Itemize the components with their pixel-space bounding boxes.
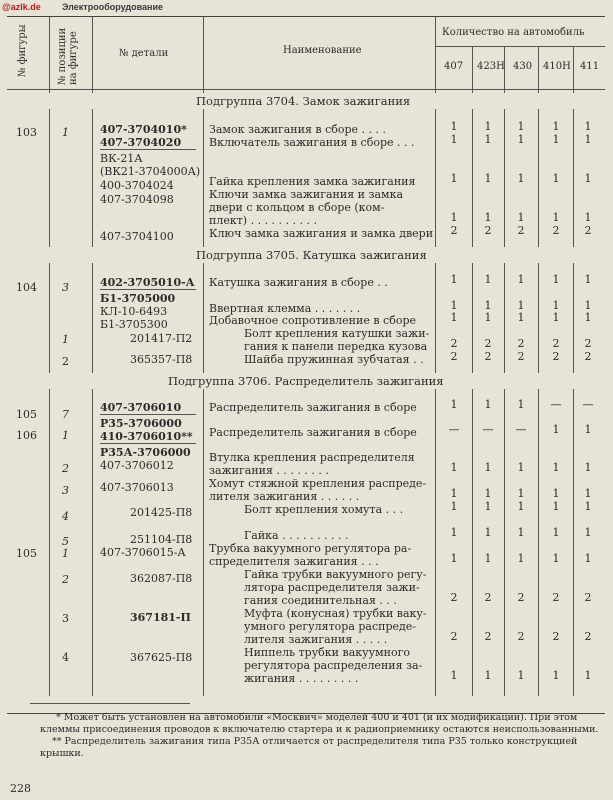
part-cell: 362087-П8 (130, 572, 193, 585)
name-cell: Болт крепления катушки зажи- (244, 327, 430, 340)
part-cell: 400-3704024 (100, 179, 174, 192)
pos-cell: 2 (62, 355, 69, 368)
model-423n: 423Н (477, 61, 505, 72)
fig-cell: 105 (16, 408, 37, 421)
page: @azlk.de Электрооборудование № фигуры № позиции на фигуре № детали Наименование Количество на автомобиль 407 423Н 430 410Н 411 Подгруппа 3704. Замок зажигания Подгруппа 3705. Катушка зажигания Подгруппа 3706. Распределитель зажигания 103 1 407-3704010* Замок зажигания в сборе . . . . 1 1 1 1 1 407-3704020 Включатель зажигания в сборе . . . 1 1 1 1 1 ВК-21А (ВК21-3704000А) 400-3704024 Гайка крепления замка зажигания 1 1 1 1 1 407-3704098 Ключи замка зажигания и замка двери с кольцом в сборе (ком- плект) . . . . . . . . . . 1 1 1 1 1 407-3704100 Ключ замка зажигания и замка двери 2 2 2 2 2 104 3 402-3705010-А Катушка зажигания в сборе . . 1 1 1 1 1 Б1-3705000 КЛ-10-6493 Ввертная клемма . . . . . . . 1 1 1 1 1 Б1-3705300 Добавочное сопротивление в сборе 1 1 1 1 1 1 201417-П2 Болт крепления катушки зажи- гания к панели передка кузова 2 2 2 2 2 2 365357-П8 Шайба пружинная зубчатая . . 2 2 2 2 2 105 7 407-3706010 Распределитель зажигания в сборе 1 1 1 — — 106 1 Р35-3706000 410-3706010** Распределитель зажигания в сборе — — — 1 1 Р35А-3706000 2 407-3706012 Втулка крепления распределителя зажигания . . . . . . . . 1 1 1 1 1 3 407-3706013 Хомут стяжной крепления распреде- лителя зажигания . . . . . . 1 1 1 1 1 4 201425-П8 Болт крепления хомута . . . 1 1 1 1 1 5 251104-П8 Гайка . . . . . . . . . . 1 1 1 1 1 105 1 407-3706015-А Трубка вакуумного регулятора ра- спределителя зажигания . . . 1 1 1 1 1 2 362087-П8 Гайка трубки вакуумного регу- лятора распределителя зажи- гания соединительная . . . 2 2 2 2 2 3 367181-П Муфта (конусная) трубки ваку- умного регулятора распреде- лителя зажигания . . . . . 2 2 2 2 2 4 367625-П8 Ниппель трубки вакуумного регулятора распределения за- жигания . . . . . . . . . 1 1 1 1 1 * Может быть установлен на автомобили «Москвич» моделей 400 и 401 (и их модификации). При этом клеммы присоединения проводов к включателю стартера и к радиоприемнику остаются неиспользованными. ** Распределитель зажигания типа Р35А отличается от распределителя типа Р35 только конструкцией крышки. 228 (0, 0, 613, 800)
pos-cell: 1 (62, 429, 69, 442)
pos-cell: 4 (62, 510, 69, 523)
pos-cell: 2 (62, 462, 69, 475)
part-cell: 410-3706010** (100, 430, 193, 443)
name-cell: Катушка зажигания в сборе . . (209, 276, 388, 289)
part-cell: 407-3706015-А (100, 546, 186, 559)
pos-cell: 1 (62, 126, 69, 139)
name-cell: Ввертная клемма . . . . . . . (209, 302, 361, 315)
pos-cell: 2 (62, 573, 69, 586)
name-cell: жигания . . . . . . . . . (244, 672, 359, 685)
name-cell: спределителя зажигания . . . (209, 555, 379, 568)
header-fig: № фигуры (17, 24, 28, 77)
name-cell: Трубка вакуумного регулятора ра- (209, 542, 412, 555)
part-cell: 201425-П8 (130, 506, 193, 519)
part-cell: КЛ-10-6493 (100, 305, 168, 318)
header-part: № детали (119, 48, 169, 59)
name-cell: Болт крепления хомута . . . (244, 503, 404, 516)
part-cell: 407-3706012 (100, 459, 174, 472)
header-qty: Количество на автомобиль (442, 27, 585, 38)
footnote-2-cont: крышки. (40, 748, 84, 759)
running-head: Электрооборудование (62, 2, 164, 12)
fig-cell: 103 (16, 126, 37, 139)
section-3704: Подгруппа 3704. Замок зажигания (196, 94, 411, 108)
name-cell: двери с кольцом в сборе (ком- (209, 201, 385, 214)
name-cell: Включатель зажигания в сборе . . . (209, 136, 415, 149)
part-cell: Б1-3705000 (100, 292, 176, 305)
fig-cell: 104 (16, 281, 37, 294)
name-cell: умного регулятора распреде- (244, 620, 417, 633)
pos-cell: 7 (62, 408, 69, 421)
part-cell: 367625-П8 (130, 651, 193, 664)
name-cell: зажигания . . . . . . . . (209, 464, 329, 477)
name-cell: Муфта (конусная) трубки ваку- (244, 607, 427, 620)
footnotes (40, 712, 600, 760)
part-cell: 251104-П8 (130, 533, 193, 546)
header-name: Наименование (283, 45, 362, 56)
model-430: 430 (513, 61, 533, 72)
part-cell: 407-3704010* (100, 123, 187, 136)
name-cell: лителя зажигания . . . . . . (209, 490, 360, 503)
footnote-1-cont: клеммы присоединения проводов к включателю стартера и к радиоприемнику остаются неиспользованными. (40, 724, 599, 735)
name-cell: Гайка крепления замка зажигания (209, 175, 416, 188)
name-cell: Распределитель зажигания в сборе (209, 426, 417, 439)
model-411: 411 (580, 61, 600, 72)
page-number: 228 (10, 782, 31, 795)
name-cell: Ключи замка зажигания и замка (209, 188, 404, 201)
name-cell: Втулка крепления распределителя (209, 451, 415, 464)
part-cell: (ВК21-3704000А) (100, 165, 201, 178)
name-cell: Распределитель зажигания в сборе (209, 401, 417, 414)
fig-cell: 105 (16, 547, 37, 560)
model-410n: 410Н (543, 61, 571, 72)
name-cell: лятора распределителя зажи- (244, 581, 420, 594)
footnote-2: ** Распределитель зажигания типа Р35А отличается от распределителя типа Р35 только конструкцией (52, 736, 578, 747)
name-cell: Шайба пружинная зубчатая . . (244, 353, 424, 366)
pos-cell: 3 (62, 281, 69, 294)
section-3705: Подгруппа 3705. Катушка зажигания (196, 248, 427, 262)
part-cell: 365357-П8 (130, 353, 193, 366)
watermark: @azlk.de (2, 2, 41, 12)
pos-cell: 3 (62, 484, 69, 497)
name-cell: регулятора распределения за- (244, 659, 423, 672)
fig-cell: 106 (16, 429, 37, 442)
name-cell: плект) . . . . . . . . . . (209, 214, 318, 227)
part-cell: 201417-П2 (130, 332, 193, 345)
name-cell: Гайка трубки вакуумного регу- (244, 568, 427, 581)
part-cell: 402-3705010-А (100, 276, 195, 289)
pos-cell: 1 (62, 333, 69, 346)
part-cell: ВК-21А (100, 152, 143, 165)
part-cell: 407-3704100 (100, 230, 174, 243)
pos-cell: 5 (62, 535, 69, 548)
part-cell: Р35-3706000 (100, 417, 182, 430)
name-cell: Добавочное сопротивление в сборе (209, 314, 416, 327)
part-cell: 367181-П (130, 611, 191, 624)
header-pos: № позиции на фигуре (57, 27, 79, 85)
pos-cell: 1 (62, 547, 69, 560)
name-cell: гания соединительная . . . (244, 594, 397, 607)
name-cell: Ниппель трубки вакуумного (244, 646, 410, 659)
part-cell: Р35А-3706000 (100, 446, 191, 459)
name-cell: Ключ замка зажигания и замка двери (209, 227, 434, 240)
model-407: 407 (444, 61, 464, 72)
name-cell: Хомут стяжной крепления распреде- (209, 477, 427, 490)
name-cell: Гайка . . . . . . . . . . (244, 529, 349, 542)
part-cell: 407-3704098 (100, 193, 174, 206)
name-cell: гания к панели передка кузова (244, 340, 428, 353)
name-cell: лителя зажигания . . . . . (244, 633, 388, 646)
part-cell: Б1-3705300 (100, 318, 168, 331)
name-cell: Замок зажигания в сборе . . . . (209, 123, 387, 136)
part-cell: 407-3704020 (100, 136, 182, 149)
section-3706: Подгруппа 3706. Распределитель зажигания (168, 374, 444, 388)
part-cell: 407-3706010 (100, 401, 182, 414)
footnote-1: * Может быть установлен на автомобили «Москвич» моделей 400 и 401 (и их модификации). При этом (56, 712, 578, 723)
part-cell: 407-3706013 (100, 481, 174, 494)
pos-cell: 3 (62, 612, 69, 625)
pos-cell: 4 (62, 651, 69, 664)
